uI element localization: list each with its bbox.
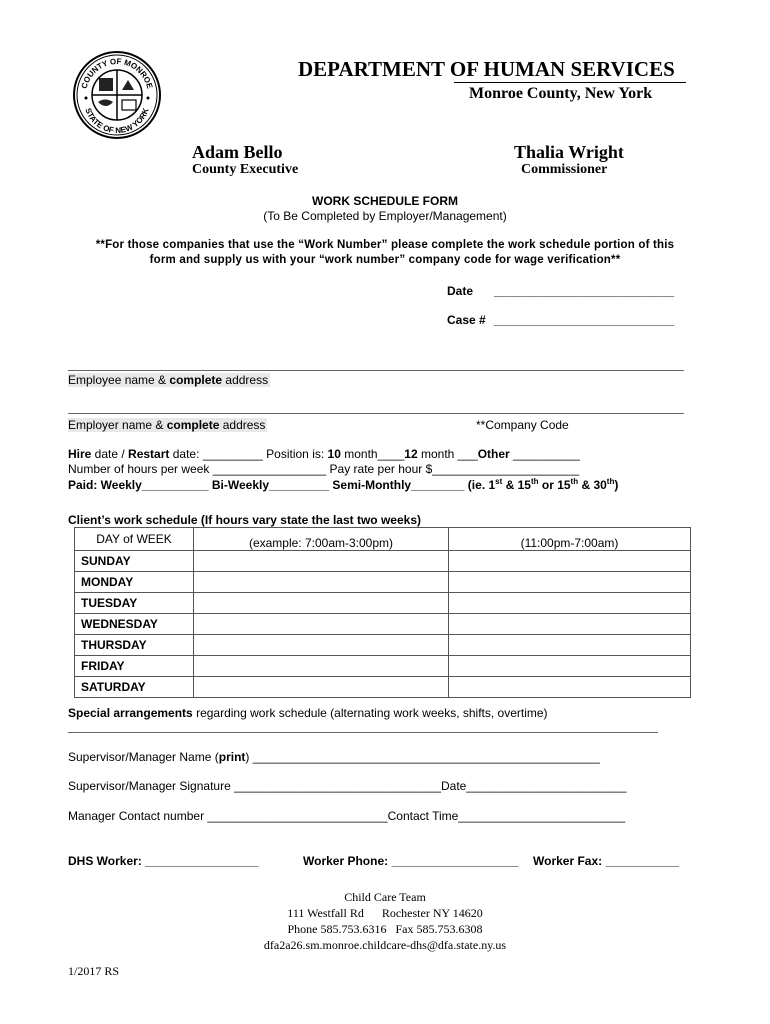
date-field[interactable]: ___________________________	[494, 284, 675, 298]
executive-title: County Executive	[192, 162, 299, 177]
day-label: SUNDAY	[75, 551, 194, 572]
form-subtitle: (To Be Completed by Employer/Management)	[263, 209, 507, 223]
commissioner-name: Thalia Wright	[514, 142, 624, 162]
hours-cell[interactable]	[194, 614, 449, 635]
hours-cell[interactable]	[194, 656, 449, 677]
hours-cell[interactable]	[194, 635, 449, 656]
hours-cell[interactable]	[449, 614, 691, 635]
work-number-notice-line2: form and supply us with your “work number” company code for wage verification**	[149, 254, 621, 266]
hours-cell[interactable]	[194, 677, 449, 698]
worker-fax-field[interactable]: Worker Fax: ___________	[533, 854, 679, 868]
day-label: MONDAY	[75, 572, 194, 593]
day-label: WEDNESDAY	[75, 614, 194, 635]
hours-cell[interactable]	[449, 551, 691, 572]
employer-line[interactable]	[68, 413, 684, 414]
dhs-worker-field[interactable]: DHS Worker: _________________	[68, 854, 259, 868]
day-label: SATURDAY	[75, 677, 194, 698]
employee-label: Employee name & complete address	[68, 373, 269, 387]
footer-phone-fax: Phone 585.753.6316 Fax 585.753.6308	[287, 922, 483, 936]
table-row	[75, 677, 691, 698]
employer-label: Employer name & complete address	[68, 418, 266, 432]
manager-contact-line[interactable]: Manager Contact number ___________________________Contact Time_________________________	[68, 809, 626, 823]
special-arrangements-line[interactable]	[68, 732, 658, 733]
worker-phone-field[interactable]: Worker Phone: ___________________	[303, 854, 519, 868]
supervisor-signature-line[interactable]: Supervisor/Manager Signature _______________________________Date________________________	[68, 779, 627, 793]
footer-address: 111 Westfall Rd Rochester NY 14620	[287, 906, 483, 920]
paid-frequency-line[interactable]: Paid: Weekly__________ Bi-Weekly_________ Semi-Monthly________ (ie. 1st & 15th or 15th & 30th)	[68, 477, 619, 492]
form-title: WORK SCHEDULE FORM	[312, 194, 458, 208]
table-row	[75, 572, 691, 593]
company-code-label: **Company Code	[476, 418, 569, 432]
supervisor-name-line[interactable]: Supervisor/Manager Name (print) ____________________________________________________	[68, 750, 600, 764]
hours-cell[interactable]	[194, 572, 449, 593]
day-of-week-header: DAY of WEEK	[75, 528, 194, 551]
county-seal-logo	[72, 50, 162, 140]
table-row	[75, 656, 691, 677]
schedule-heading: Client’s work schedule (If hours vary state the last two weeks)	[68, 513, 421, 527]
day-label: FRIDAY	[75, 656, 194, 677]
table-row	[75, 635, 691, 656]
hours-cell[interactable]	[194, 551, 449, 572]
table-row	[75, 551, 691, 572]
table-header-row	[75, 528, 691, 551]
special-arrangements-label: Special arrangements regarding work schedule (alternating work weeks, shifts, overtime)	[68, 706, 548, 720]
day-label: TUESDAY	[75, 593, 194, 614]
hours-cell[interactable]	[449, 572, 691, 593]
case-field[interactable]: ___________________________	[494, 313, 675, 327]
employee-line[interactable]	[68, 370, 684, 371]
table-row	[75, 593, 691, 614]
date-label: Date	[447, 284, 474, 298]
hours-pay-line[interactable]: Number of hours per week _________________ Pay rate per hour $______________________	[68, 462, 580, 476]
example-night-shift: (11:00pm-7:00am)	[449, 528, 691, 551]
seal-top-text: COUNTY OF MONROE	[79, 56, 155, 90]
footer-email: dfa2a26.sm.monroe.childcare-dhs@dfa.state.ny.us	[263, 938, 507, 952]
hire-restart-line[interactable]: Hire date / Restart date: _________ Position is: 10 month____12 month ___Other __________	[68, 447, 580, 461]
example-day-shift: (example: 7:00am-3:00pm)	[194, 528, 449, 551]
day-label: THURSDAY	[75, 635, 194, 656]
title-underline	[454, 82, 686, 83]
hours-cell[interactable]	[449, 593, 691, 614]
table-row	[75, 614, 691, 635]
case-label: Case #	[447, 313, 486, 327]
executive-name: Adam Bello	[192, 142, 283, 162]
hours-cell[interactable]	[449, 656, 691, 677]
department-title: DEPARTMENT OF HUMAN SERVICES	[298, 57, 675, 81]
county-name: Monroe County, New York	[469, 85, 653, 102]
hours-cell[interactable]	[449, 677, 691, 698]
footer-team: Child Care Team	[344, 890, 426, 904]
work-number-notice-line1: **For those companies that use the “Work Number” please complete the work schedule portion of this	[95, 239, 675, 251]
revision-date: 1/2017 RS	[68, 964, 120, 978]
hours-cell[interactable]	[449, 635, 691, 656]
commissioner-title: Commissioner	[521, 162, 608, 177]
seal-bottom-text: STATE OF NEW YORK	[83, 106, 151, 136]
work-schedule-table	[74, 527, 691, 698]
hours-cell[interactable]	[194, 593, 449, 614]
